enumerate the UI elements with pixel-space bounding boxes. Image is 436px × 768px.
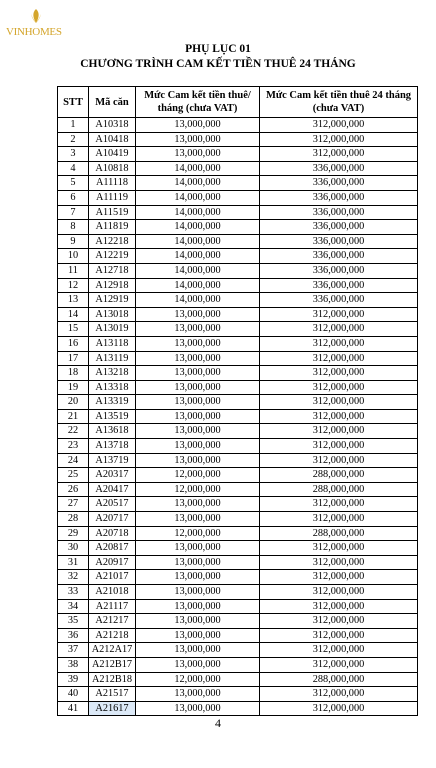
row-monthly-rent: 12,000,000	[136, 482, 260, 497]
row-unit-code: A21217	[89, 614, 136, 629]
appendix-title: PHỤ LỤC 01	[185, 43, 251, 55]
row-monthly-rent: 13,000,000	[136, 132, 260, 147]
row-24-month-rent: 288,000,000	[260, 526, 418, 541]
row-monthly-rent: 13,000,000	[136, 643, 260, 658]
row-24-month-rent: 312,000,000	[260, 497, 418, 512]
table-row	[58, 701, 418, 716]
row-monthly-rent: 13,000,000	[136, 599, 260, 614]
row-stt: 19	[58, 380, 89, 395]
row-monthly-rent: 13,000,000	[136, 439, 260, 454]
table-row	[58, 672, 418, 687]
row-24-month-rent: 288,000,000	[260, 672, 418, 687]
row-monthly-rent: 14,000,000	[136, 161, 260, 176]
table-row	[58, 118, 418, 133]
row-24-month-rent: 312,000,000	[260, 614, 418, 629]
row-unit-code: A13118	[89, 336, 136, 351]
row-24-month-rent: 312,000,000	[260, 322, 418, 337]
row-stt: 23	[58, 439, 89, 454]
row-unit-code: A21617	[89, 701, 136, 716]
row-monthly-rent: 14,000,000	[136, 234, 260, 249]
row-unit-code: A13119	[89, 351, 136, 366]
row-unit-code: A12718	[89, 263, 136, 278]
row-unit-code: A13519	[89, 409, 136, 424]
row-24-month-rent: 288,000,000	[260, 468, 418, 483]
row-unit-code: A13018	[89, 307, 136, 322]
row-24-month-rent: 336,000,000	[260, 220, 418, 235]
table-row	[58, 687, 418, 702]
row-monthly-rent: 14,000,000	[136, 263, 260, 278]
row-24-month-rent: 312,000,000	[260, 628, 418, 643]
table-row	[58, 512, 418, 527]
row-unit-code: A20517	[89, 497, 136, 512]
row-24-month-rent: 336,000,000	[260, 293, 418, 308]
row-unit-code: A11819	[89, 220, 136, 235]
row-24-month-rent: 336,000,000	[260, 234, 418, 249]
row-unit-code: A20717	[89, 512, 136, 527]
row-monthly-rent: 14,000,000	[136, 278, 260, 293]
row-monthly-rent: 14,000,000	[136, 220, 260, 235]
row-24-month-rent: 312,000,000	[260, 439, 418, 454]
row-monthly-rent: 13,000,000	[136, 512, 260, 527]
row-stt: 5	[58, 176, 89, 191]
row-monthly-rent: 13,000,000	[136, 701, 260, 716]
row-stt: 39	[58, 672, 89, 687]
table-row	[58, 220, 418, 235]
row-stt: 3	[58, 147, 89, 162]
row-monthly-rent: 13,000,000	[136, 497, 260, 512]
row-unit-code: A21218	[89, 628, 136, 643]
table-row	[58, 599, 418, 614]
row-24-month-rent: 336,000,000	[260, 205, 418, 220]
row-unit-code: A212A17	[89, 643, 136, 658]
row-24-month-rent: 312,000,000	[260, 409, 418, 424]
row-stt: 32	[58, 570, 89, 585]
row-stt: 12	[58, 278, 89, 293]
header-unit-code: Mã căn	[89, 87, 136, 118]
row-24-month-rent: 288,000,000	[260, 482, 418, 497]
row-stt: 7	[58, 205, 89, 220]
vinhomes-logo	[6, 8, 66, 42]
row-unit-code: A13218	[89, 366, 136, 381]
row-monthly-rent: 13,000,000	[136, 687, 260, 702]
row-monthly-rent: 14,000,000	[136, 205, 260, 220]
table-row	[58, 263, 418, 278]
row-stt: 9	[58, 234, 89, 249]
row-monthly-rent: 13,000,000	[136, 118, 260, 133]
row-24-month-rent: 312,000,000	[260, 351, 418, 366]
row-monthly-rent: 13,000,000	[136, 570, 260, 585]
row-unit-code: A12219	[89, 249, 136, 264]
row-unit-code: A21018	[89, 585, 136, 600]
row-monthly-rent: 13,000,000	[136, 409, 260, 424]
row-stt: 33	[58, 585, 89, 600]
row-24-month-rent: 312,000,000	[260, 701, 418, 716]
row-stt: 24	[58, 453, 89, 468]
row-unit-code: A10418	[89, 132, 136, 147]
row-stt: 21	[58, 409, 89, 424]
table-row	[58, 453, 418, 468]
row-24-month-rent: 336,000,000	[260, 161, 418, 176]
table-row	[58, 657, 418, 672]
table-row	[58, 351, 418, 366]
table-row	[58, 526, 418, 541]
row-stt: 25	[58, 468, 89, 483]
table-row	[58, 409, 418, 424]
row-monthly-rent: 14,000,000	[136, 190, 260, 205]
row-unit-code: A20317	[89, 468, 136, 483]
row-stt: 11	[58, 263, 89, 278]
row-unit-code: A212B17	[89, 657, 136, 672]
table-row	[58, 190, 418, 205]
row-monthly-rent: 12,000,000	[136, 468, 260, 483]
row-24-month-rent: 336,000,000	[260, 176, 418, 191]
row-stt: 8	[58, 220, 89, 235]
table-row	[58, 176, 418, 191]
table-row	[58, 628, 418, 643]
row-monthly-rent: 13,000,000	[136, 424, 260, 439]
program-title: CHƯƠNG TRÌNH CAM KẾT TIỀN THUÊ 24 THÁNG	[80, 58, 356, 70]
row-monthly-rent: 13,000,000	[136, 307, 260, 322]
row-unit-code: A20817	[89, 541, 136, 556]
row-24-month-rent: 312,000,000	[260, 380, 418, 395]
row-unit-code: A13319	[89, 395, 136, 410]
row-24-month-rent: 336,000,000	[260, 278, 418, 293]
table-row	[58, 541, 418, 556]
row-24-month-rent: 312,000,000	[260, 643, 418, 658]
table-row	[58, 482, 418, 497]
rent-commitment-table	[57, 86, 418, 716]
row-24-month-rent: 312,000,000	[260, 512, 418, 527]
table-row	[58, 380, 418, 395]
row-monthly-rent: 13,000,000	[136, 657, 260, 672]
row-24-month-rent: 336,000,000	[260, 249, 418, 264]
row-stt: 41	[58, 701, 89, 716]
row-unit-code: A20417	[89, 482, 136, 497]
row-stt: 36	[58, 628, 89, 643]
row-stt: 13	[58, 293, 89, 308]
table-row	[58, 147, 418, 162]
row-24-month-rent: 312,000,000	[260, 687, 418, 702]
table-row	[58, 395, 418, 410]
header-stt: STT	[58, 87, 89, 118]
table-row	[58, 439, 418, 454]
table-row	[58, 555, 418, 570]
row-monthly-rent: 13,000,000	[136, 380, 260, 395]
table-row	[58, 643, 418, 658]
row-24-month-rent: 336,000,000	[260, 190, 418, 205]
table-row	[58, 278, 418, 293]
table-row	[58, 570, 418, 585]
row-unit-code: A10419	[89, 147, 136, 162]
table-row	[58, 161, 418, 176]
row-24-month-rent: 312,000,000	[260, 118, 418, 133]
row-unit-code: A21517	[89, 687, 136, 702]
header-24-month-rent: Mức Cam kết tiền thuê 24 tháng (chưa VAT)	[260, 87, 418, 118]
logo-text: VINHOMES	[6, 26, 62, 38]
row-stt: 15	[58, 322, 89, 337]
row-monthly-rent: 13,000,000	[136, 585, 260, 600]
table-row	[58, 234, 418, 249]
table-row	[58, 614, 418, 629]
row-24-month-rent: 312,000,000	[260, 424, 418, 439]
row-stt: 16	[58, 336, 89, 351]
row-monthly-rent: 13,000,000	[136, 614, 260, 629]
row-stt: 18	[58, 366, 89, 381]
row-unit-code: A20917	[89, 555, 136, 570]
row-unit-code: A10818	[89, 161, 136, 176]
row-unit-code: A13019	[89, 322, 136, 337]
table-header-row	[58, 87, 418, 118]
table-row	[58, 424, 418, 439]
row-monthly-rent: 13,000,000	[136, 366, 260, 381]
table-row	[58, 322, 418, 337]
table-row	[58, 205, 418, 220]
row-stt: 27	[58, 497, 89, 512]
row-monthly-rent: 12,000,000	[136, 672, 260, 687]
page-number: 4	[215, 716, 221, 730]
row-unit-code: A12218	[89, 234, 136, 249]
table-row	[58, 497, 418, 512]
row-stt: 40	[58, 687, 89, 702]
table-row	[58, 366, 418, 381]
table-row	[58, 307, 418, 322]
row-monthly-rent: 13,000,000	[136, 147, 260, 162]
row-stt: 4	[58, 161, 89, 176]
row-unit-code: A13318	[89, 380, 136, 395]
row-stt: 1	[58, 118, 89, 133]
row-24-month-rent: 312,000,000	[260, 541, 418, 556]
row-unit-code: A21017	[89, 570, 136, 585]
row-unit-code: A13719	[89, 453, 136, 468]
row-24-month-rent: 312,000,000	[260, 657, 418, 672]
row-monthly-rent: 13,000,000	[136, 351, 260, 366]
row-monthly-rent: 13,000,000	[136, 395, 260, 410]
row-unit-code: A21117	[89, 599, 136, 614]
table-row	[58, 468, 418, 483]
row-stt: 29	[58, 526, 89, 541]
row-24-month-rent: 312,000,000	[260, 132, 418, 147]
row-unit-code: A13618	[89, 424, 136, 439]
row-unit-code: A11118	[89, 176, 136, 191]
row-24-month-rent: 312,000,000	[260, 555, 418, 570]
row-unit-code: A13718	[89, 439, 136, 454]
row-stt: 30	[58, 541, 89, 556]
row-stt: 20	[58, 395, 89, 410]
header-monthly-rent: Mức Cam kết tiền thuê/ tháng (chưa VAT)	[136, 87, 260, 118]
row-monthly-rent: 13,000,000	[136, 628, 260, 643]
row-24-month-rent: 312,000,000	[260, 453, 418, 468]
row-unit-code: A12918	[89, 278, 136, 293]
row-stt: 14	[58, 307, 89, 322]
table-row	[58, 336, 418, 351]
row-stt: 2	[58, 132, 89, 147]
row-monthly-rent: 13,000,000	[136, 541, 260, 556]
row-stt: 6	[58, 190, 89, 205]
row-stt: 22	[58, 424, 89, 439]
row-24-month-rent: 312,000,000	[260, 147, 418, 162]
table-row	[58, 293, 418, 308]
row-monthly-rent: 13,000,000	[136, 453, 260, 468]
row-24-month-rent: 312,000,000	[260, 336, 418, 351]
row-24-month-rent: 312,000,000	[260, 366, 418, 381]
row-unit-code: A11119	[89, 190, 136, 205]
row-24-month-rent: 312,000,000	[260, 395, 418, 410]
row-monthly-rent: 14,000,000	[136, 176, 260, 191]
row-monthly-rent: 13,000,000	[136, 336, 260, 351]
row-unit-code: A11519	[89, 205, 136, 220]
row-monthly-rent: 14,000,000	[136, 293, 260, 308]
row-24-month-rent: 312,000,000	[260, 570, 418, 585]
row-24-month-rent: 312,000,000	[260, 585, 418, 600]
row-24-month-rent: 312,000,000	[260, 307, 418, 322]
row-stt: 26	[58, 482, 89, 497]
row-monthly-rent: 14,000,000	[136, 249, 260, 264]
row-monthly-rent: 13,000,000	[136, 322, 260, 337]
row-stt: 35	[58, 614, 89, 629]
row-unit-code: A212B18	[89, 672, 136, 687]
row-unit-code: A20718	[89, 526, 136, 541]
row-24-month-rent: 336,000,000	[260, 263, 418, 278]
row-24-month-rent: 312,000,000	[260, 599, 418, 614]
row-unit-code: A10318	[89, 118, 136, 133]
table-row	[58, 249, 418, 264]
table-row	[58, 132, 418, 147]
row-stt: 28	[58, 512, 89, 527]
table-row	[58, 585, 418, 600]
row-monthly-rent: 13,000,000	[136, 555, 260, 570]
row-stt: 17	[58, 351, 89, 366]
row-stt: 37	[58, 643, 89, 658]
row-stt: 34	[58, 599, 89, 614]
row-unit-code: A12919	[89, 293, 136, 308]
row-monthly-rent: 12,000,000	[136, 526, 260, 541]
row-stt: 31	[58, 555, 89, 570]
row-stt: 10	[58, 249, 89, 264]
row-stt: 38	[58, 657, 89, 672]
logo-mark-icon	[29, 8, 43, 24]
